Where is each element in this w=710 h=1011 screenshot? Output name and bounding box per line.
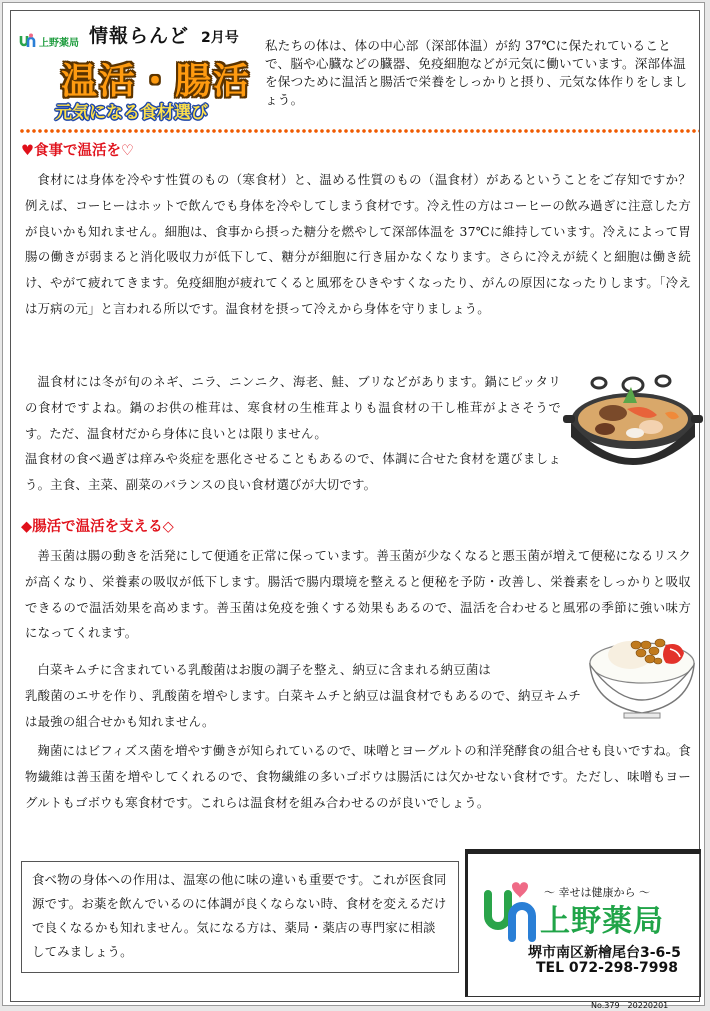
sub-title: 元気になる食材選び (55, 103, 208, 123)
hot-pot-illustration-icon (563, 363, 703, 483)
newsletter-title: 情報らんど (89, 25, 190, 47)
note-text: 食べ物の身体への作用は、温寒の他に味の違いも重要です。これが医食同源です。お薬を飲んでいるのに体調が良くならない時、食材を変えるだけで良くなるかも知れません。気になる方は、薬局・薬店の専門家に相談してみましょう。 (32, 872, 447, 959)
section1-paragraph-2 (25, 369, 561, 498)
section2-p3: 乳酸菌のエサを作り、乳酸菌を増やします。白菜キムチと納豆は温食材でもあるので、納豆キムチは最強の組合せかも知れません。 (25, 687, 581, 729)
store-name: 上野薬局 (540, 904, 664, 939)
section1-p1: 食材には身体を冷やす性質のもの（寒食材）と、温める性質のもの（温食材）があるということをご存知ですか？例えば、コーヒーはホットで飲んでも身体を冷やしてしまう食材です。冷え性の方はコーヒーの飲み過ぎに注意した方が良いかも知れません。細胞は、食事から摂った糖分を燃やして深部体温を 37℃に維持しています。冷えによって胃腸の働きが弱まると消化吸収力が低下して、糖分が細胞に行き届かなくなります。さらに冷えが続くと細胞は働き続け、やがて疲れてきます。免疫細胞が疲れてくると風邪をひきやすくなったり、がんの原因になったりします。「冷えは万病の元」と言われる所以です。温食材を摂って冷えから身体を守りましょう。 (25, 172, 691, 316)
section2-heading: ◆腸活で温活を支える◇ (21, 519, 174, 535)
pharmacy-logo-icon (482, 880, 538, 944)
section1-p3: 温食材の食べ過ぎは痒みや炎症を悪化させることもあるので、体調に合せた食材を選びましょう。主食、主菜、副菜のバランスの良い食材選びが大切です。 (25, 451, 561, 493)
pharmacy-logo-icon (19, 33, 37, 49)
store-phone: TEL 072-298-7998 (536, 960, 678, 976)
section2-paragraph-3 (25, 738, 691, 815)
section1-heading: ♥食事で温活を♡ (21, 143, 134, 159)
dotted-divider (19, 128, 699, 134)
section2-paragraph-2 (25, 657, 581, 734)
issue-number: No.379 20220201 (591, 1001, 669, 1010)
section2-p4: 麹菌にはビフィズス菌を増やす働きが知られているので、味噌とヨーグルトの和洋発酵食の組合せも良いですね。食物繊維は善玉菌を増やしてくれるので、食物繊維の多いゴボウは腸活には欠かせない食材です。ただし、味噌もヨーグルトもゴボウも寒食材です。これらは温食材を組み合わせるのが良いでしょう。 (25, 743, 691, 810)
section1-paragraph-1 (25, 167, 691, 322)
section2-p2: 白菜キムチに含まれている乳酸菌はお腹の調子を整え、納豆に含まれる納豆菌は (37, 662, 492, 677)
store-info-box (465, 849, 701, 997)
section1-p2: 温食材には冬が旬のネギ、ニラ、ニンニク、海老、鮭、ブリなどがあります。鍋にピッタリの食材ですよね。鍋のお供の椎茸は、寒食材の生椎茸よりも温食材の干し椎茸がよさそうです。ただ、温食材だから身体に良いとは限りません。 (25, 374, 561, 441)
store-slogan: ～ 幸せは健康から ～ (544, 886, 650, 899)
intro-text: 私たちの体は、体の中心部（深部体温）が約 37℃に保たれていることで、脳や心臓などの臓器、免疫細胞などが元気に働いています。深部体温を保つために温活と腸活で栄養をしっかりと摂り、元気な体作りをしましょう。 (265, 38, 688, 107)
page-sheet (2, 2, 705, 1010)
brand-mini-name: 上野薬局 (39, 37, 79, 49)
natto-kimchi-bowl-icon (586, 623, 700, 727)
issue-label: 2月号 (201, 30, 239, 46)
section2-p1: 善玉菌は腸の動きを活発にして便通を正常に保っています。善玉菌が少なくなると悪玉菌が増えて便秘になるリスクが高くなり、栄養素の吸収が低下します。腸活で腸内環境を整えると便秘を予防・改善し、栄養素をしっかりと吸収できるので温活効果を高めます。善玉菌は免疫を強くする効果もあるので、温活を合わせると風邪の季節に強い味方になってくれます。 (25, 548, 691, 641)
main-title: 温活・腸活 (61, 61, 252, 102)
note-box (21, 861, 459, 973)
brand-mini-logo (19, 33, 79, 49)
store-address: 堺市南区新檜尾台3-6-5 (528, 945, 681, 961)
